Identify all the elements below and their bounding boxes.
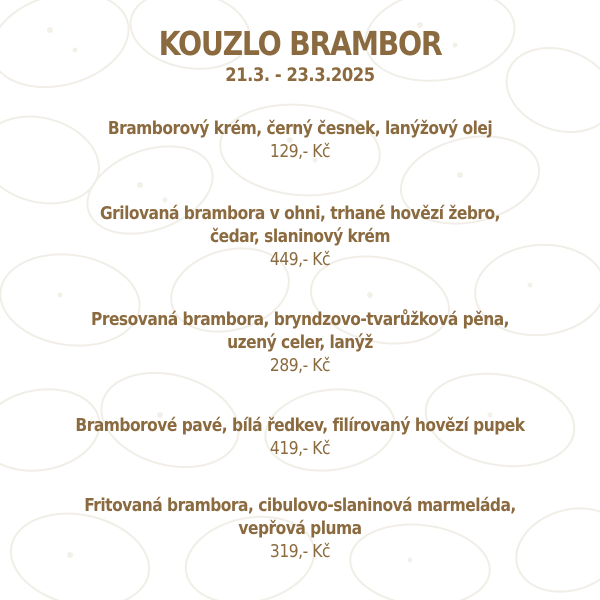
menu-item-name: Grilovaná brambora v ohni, trhané hovězí žebro, (99, 203, 501, 224)
menu-title: KOUZLO BRAMBOR (158, 24, 442, 63)
menu-item-price: 449,- Kč (269, 249, 331, 270)
menu-item-name: vepřová pluma (238, 518, 362, 539)
menu-item (0, 117, 600, 163)
menu-item (0, 494, 600, 563)
menu-item-name: čedar, slaninový krém (209, 226, 391, 247)
menu-item-name: Bramborové pavé, bílá ředkev, filírovaný hovězí pupek (75, 415, 525, 436)
menu-item-name: Fritovaná brambora, cibulovo-slaninová marmeláda, (84, 495, 516, 516)
menu-item (0, 308, 600, 377)
menu-item (0, 202, 600, 271)
menu-item-price: 419,- Kč (269, 438, 331, 459)
menu-dates: 21.3. - 23.3.2025 (225, 64, 375, 86)
menu-item-price: 319,- Kč (269, 541, 331, 562)
menu-item-name: Bramborový krém, černý česnek, lanýžový olej (107, 118, 493, 139)
menu-item-price: 289,- Kč (269, 355, 331, 376)
menu-item-name: uzený celer, lanýž (227, 332, 373, 353)
menu-item-price: 129,- Kč (269, 141, 331, 162)
menu-item-name: Presovaná brambora, bryndzovo-tvarůžková pěna, (90, 309, 510, 330)
menu-item (0, 414, 600, 460)
